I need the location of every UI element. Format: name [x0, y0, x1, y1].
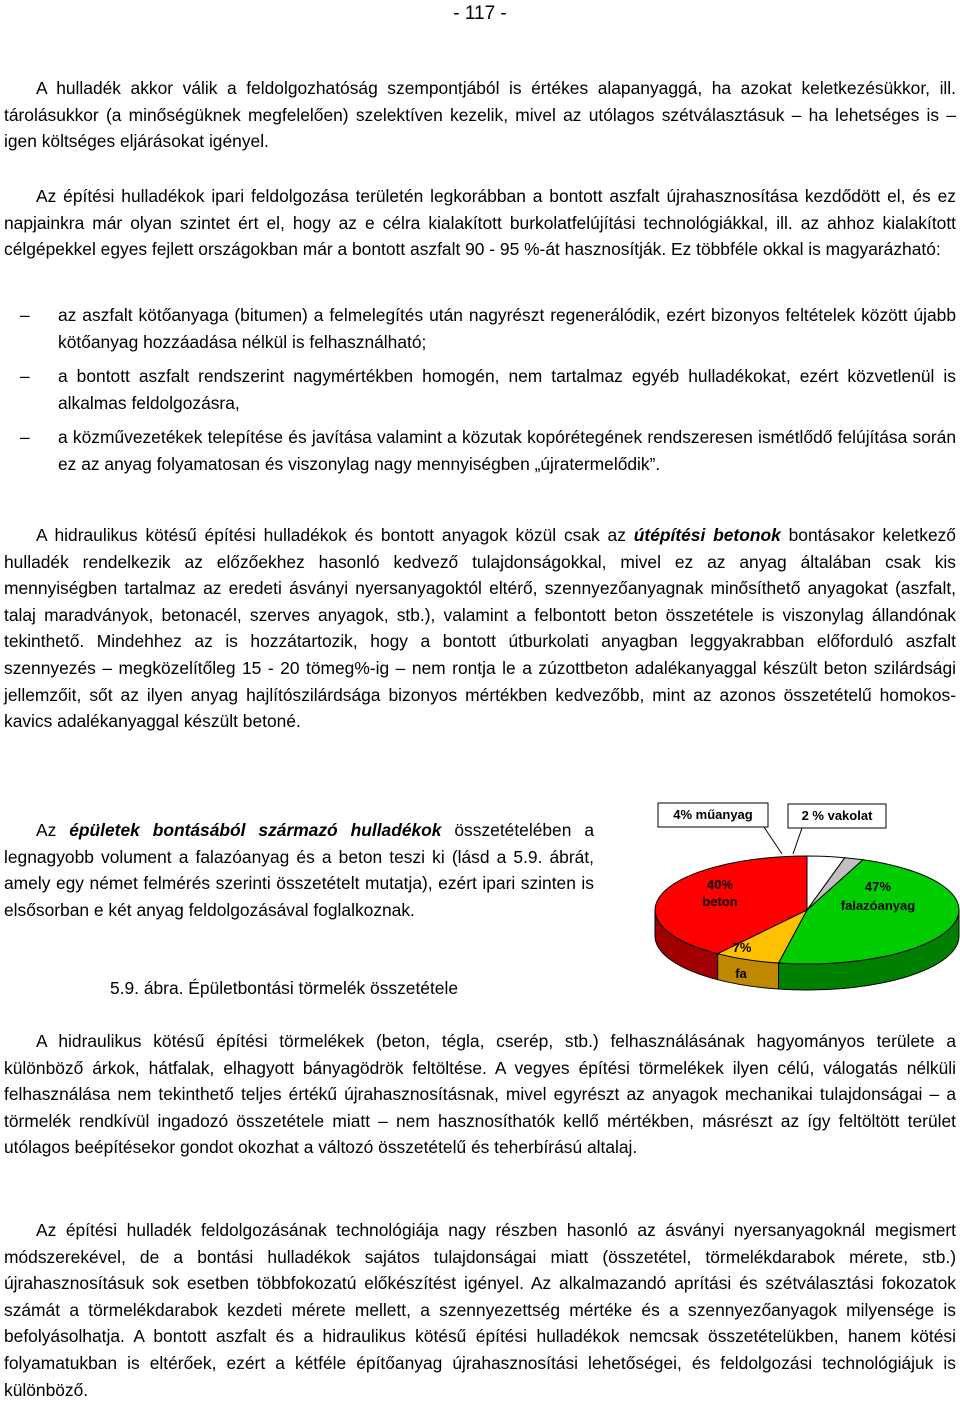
callout-line-plaster	[793, 828, 802, 854]
label-beton: beton	[702, 894, 738, 909]
paragraph-2: Az építési hulladékok ipari feldolgozása területén legkorábban a bontott aszfalt újrahasznosítása kezdődött el, és ez napjainkra már olyan szintet ért el, hogy az e célra kialakított burkolatfelújítási technológiákkal, ill. az ahhoz kialakított célgépekkel egyes fejlett országokban már a bontott aszfalt 90 - 95 %-át hasznosítják. Ez többféle okkal is magyarázható:	[4, 186, 956, 260]
paragraph-1: A hulladék akkor válik a feldolgozhatóság szempontjából is értékes alapanyaggá, ha azokat keletkezésükkor, ill. tárolásukkor (a minőségüknek megfelelően) szelektíven kezelik, mivel az utólagos szétválasztásuk – ha lehetséges is – igen költséges eljárásokat igényel.	[4, 78, 956, 152]
list-item-text: a közművezetékek telepítése és javítása valamint a közutak kopórétegének rendszeresen ismétlődő felújítása során ez az anyag folyamatosan és viszonylag nagy mennyiségben „újratermelődik”.	[58, 427, 956, 474]
paragraph-6: Az építési hulladék feldolgozásának technológiája nagy részben hasonló az ásványi nyersanyagoknál megismert módszerekével, de a bontási hulladékok sajátos tulajdonságai miatt (összetétel, törmelékdarabok mérete, stb.) újrahasznosításuk sok esetben többfokozatú előkészítést igényel. Az alkalmazandó aprítási és szétválasztási fokozatok számát a törmelékdarabok kezdeti mérete mellett, a szennyezettség mértéke és a szennyezőanyagok milyensége is befolyásolhatja. A bontott aszfalt és a hidraulikus kötésű építési hulladékok nemcsak összetételükben, hanem kötési folyamatukban is eltérőek, ezért a kétféle építőanyag újrahasznosítási lehetőségei, és feldolgozási technológiájuk is különböző.	[4, 1220, 956, 1400]
callout-plaster: 2 % vakolat	[801, 808, 873, 823]
callout-line-plastic	[764, 827, 782, 854]
label-fa: fa	[735, 966, 747, 981]
list-item-text: a bontott aszfalt rendszerint nagymértékben homogén, nem tartalmaz egyéb hulladékokat, ezért közvetlenül is alkalmas feldolgozásra,	[58, 366, 956, 413]
figure-caption: 5.9. ábra. Épületbontási törmelék összetétele	[110, 978, 459, 998]
p4-text-c: összetételében a legnagyobb volument a falazóanyag és a beton teszi ki (lásd a 5.9. ábrát, amely egy német felmérés szerinti összetételt mutatja), ezért ipari szinten is elsősorban e két anyag feldolgozásával foglalkoznak.	[4, 820, 594, 920]
paragraph-4	[4, 817, 594, 923]
label-fala-pct: 47%	[864, 879, 892, 894]
list-dash: –	[20, 427, 30, 448]
paragraph-3	[4, 522, 956, 735]
list-item-text: az aszfalt kötőanyaga (bitumen) a felmelegítés után nagyrészt regenerálódik, ezért bizonyos feltételek között újabb kötőanyag hozzáadása nélkül is felhasználható;	[58, 305, 956, 352]
page-number: - 117 -	[453, 3, 507, 24]
reasons-list	[4, 302, 956, 486]
document-page	[4, 0, 956, 1400]
list-dash: –	[20, 305, 30, 325]
list-item	[4, 302, 956, 355]
p3-emphasis: útépítési betonok	[633, 525, 781, 545]
list-dash: –	[20, 366, 30, 387]
p3-text-a: A hidraulikus kötésű építési hulladékok és bontott anyagok közül csak az	[36, 525, 634, 545]
label-fa-pct: 7%	[732, 940, 752, 955]
p3-text-c: bontásakor keletkező hulladék rendelkezik az előzőekhez hasonló kedvező tulajdonságokkal, mivel ez az anyag általában csak kis mennyiségben tartalmaz az eredeti ásványi nyersanyagoktól eltérő, szennyezőanyagnak minősíthető anyagokat (aszfalt, talaj maradványok, betonacél, szerves anyagok, stb.), valamint a felbontott beton összetétele is viszonylag állandónak tekinthető. Mindehhez az is hozzátartozik, hogy a bontott útburkolati anyagban leggyakrabban előforduló aszfalt szennyezés – megközelítőleg 15 - 20 tömeg%-ig – nem rontja le a zúzottbeton adalékanyaggal készült beton szilárdsági jellemzőit, sőt az ilyen anyag hajlítószilárdsága bizonyos mértékben kedvezőbb, mint az azonos összetételű homokos-kavics adalékanyaggal készült betoné.	[4, 525, 956, 732]
label-fala: falazóanyag	[840, 898, 916, 913]
paragraph-5: A hidraulikus kötésű építési törmelékek (beton, tégla, cserép, stb.) felhasználásának hagyományos területe a különböző árkok, hátfalak, elhagyott bányagödrök feltöltése. A vegyes építési törmelékek ilyen célú, válogatás nélküli felhasználása nem tekinthető teljes értékű újrahasznosításnak, mivel egyrészt az anyagok mechanikai tulajdonságai – a törmelék rendkívül ingadozó összetétele miatt – nem hasznosíthatók kellő mértékben, másrészt az így feltöltött terület utólagos beépítésekor gondot okozhat a változó összetételű és teherbírású altalaj.	[4, 1031, 956, 1158]
p4-emphasis: épületek bontásából származó hulladékok	[69, 820, 442, 840]
list-item	[4, 363, 956, 416]
callout-plastic: 4% műanyag	[673, 807, 753, 822]
label-beton-pct: 40%	[706, 877, 734, 892]
pie-chart	[654, 800, 960, 992]
p4-text-a: Az	[36, 820, 70, 840]
list-item	[4, 424, 956, 477]
